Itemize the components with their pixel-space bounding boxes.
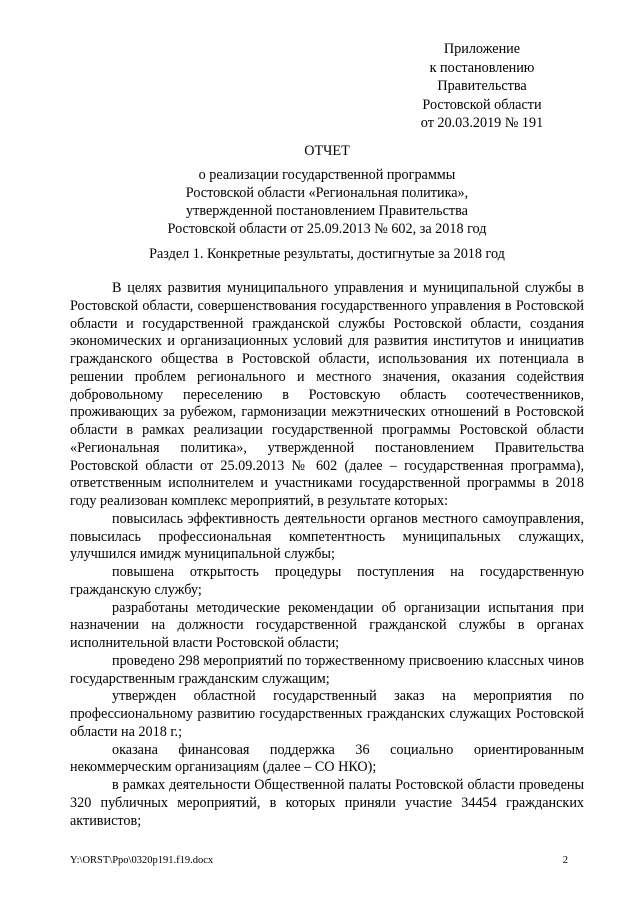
appendix-line: от 20.03.2019 № 191 (420, 115, 544, 131)
report-title-block (72, 142, 582, 238)
paragraph: В целях развития муниципального управления и муниципальной службы в Ростовской области, совершенствования государственного управления в Ростовской области и государственной гражданской службы Ростовской области, создания экономических и организационных условий для развития институтов и инициатив гражданского общества в Ростовской области, использования их потенциала в решении проблем регионального и местного значения, оказания содействия добровольному переселению в Ростовскую область соотечественников, проживающих за рубежом, гармонизации межэтнических отношений в Ростовской области в рамках реализации государственной программы Ростовской области «Региональная политика», утвержденной постановлением Правительства Ростовской области от 25.09.2013 № 602 (далее – государственная программа), ответственным исполнителем и участниками государственной программы в 2018 году реализован комплекс мероприятий, в результате которых: (70, 280, 584, 509)
paragraph: утвержден областной государственный заказ на мероприятия по профессиональному развитию государственных гражданских служащих Ростовской области на 2018 г.; (70, 688, 584, 740)
appendix-line: Правительства (437, 78, 527, 94)
body-text (70, 280, 584, 830)
paragraph: оказана финансовая поддержка 36 социально ориентированным некоммерческим организациям (далее – СО НКО); (70, 741, 584, 776)
paragraph: проведено 298 мероприятий по торжественному присвоению классных чинов государственным гражданским служащим; (70, 652, 584, 687)
paragraph: разработаны методические рекомендации об организации испытания при назначении на должности государственной гражданской службы в органах исполнительной власти Ростовской области; (70, 599, 584, 651)
report-subtitle-line: утвержденной постановлением Правительства (186, 203, 468, 219)
report-subtitle-line: Ростовской области «Региональная политика», (185, 185, 469, 201)
appendix-line: Ростовской области (422, 96, 542, 113)
section-heading: Раздел 1. Конкретные результаты, достигнутые за 2018 год (149, 246, 505, 262)
appendix-block (397, 40, 567, 133)
footer-page-number: 2 (562, 855, 568, 866)
report-subtitle-line: Ростовской области от 25.09.2013 № 602, за 2018 год (167, 221, 487, 237)
paragraph: повысилась эффективность деятельности органов местного самоуправления, повысилась профессиональная компетентность муниципальных служащих, улучшился имидж муниципальной службы; (70, 510, 584, 563)
report-title: ОТЧЕТ (304, 143, 350, 159)
appendix-line: Приложение (443, 41, 521, 57)
footer-file-path: Y:\ORST\Ppo\0320p191.f19.docx (70, 855, 214, 866)
report-subtitle-line: о реализации государственной программы (198, 167, 456, 183)
paragraph: повышена открытость процедуры поступления на государственную гражданскую службу; (70, 564, 584, 598)
paragraph: в рамках деятельности Общественной палаты Ростовской области проведены 320 публичных мероприятий, в которых приняли участие 34454 гражданских активистов; (70, 777, 584, 829)
appendix-line: к постановлению (429, 59, 535, 76)
